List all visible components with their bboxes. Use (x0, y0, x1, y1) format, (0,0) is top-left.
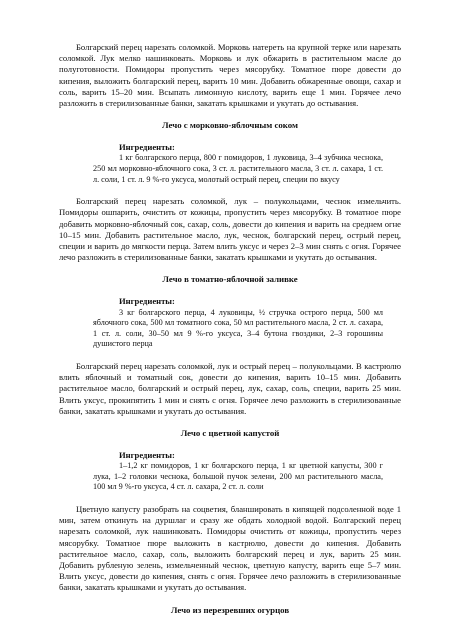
next-recipe-title: Лечо из перезревших огурцов (170, 604, 290, 615)
method-paragraph: Болгарский перец нарезать соломкой, лук – полукольцами, чеснок измельчить. Помидоры ошпарить, очистить от кожицы, пропустить через мясорубку. В томатное пюре добавить морковно-яблочный сок, сахар, соль, довести до кипения и варить на среднем огне 10–15 мин. Добавить растительное масло, лук, чеснок, болгарский перец, острый перец, специи и варить до мягкости перца. Затем влить уксус и через 2–3 мин снять с огня. Горячее лечо разложить в стерилизованные банки, закатать крышками и укутать до остывания. (59, 196, 401, 263)
ingredients-list: 1 кг болгарского перца, 800 г помидоров, 1 луковица, 3–4 зубчика чеснока, 250 мл морковно-яблочного сока, 3 ст. л. растительного масла, 3 ст. л. сахара, 1 ст. л. соли, 1 ст. л. 9 %-го уксуса, молотый острый перец, специи по вкусу (93, 153, 383, 184)
ingredients-list: 3 кг болгарского перца, 4 луковицы, ½ стручка острого перца, 500 мл яблочного сока, 500 мл томатного сока, 50 мл растительного масла, 2 ст. л. сахара, 1 ст. л. соли, 30–50 мл 9 %-го уксуса, 3–4 бутона гвоздики, 2–3 горошины душистого перца (93, 307, 383, 349)
recipe-section-3 (59, 428, 401, 594)
ingredients-heading: Ингредиенты: (119, 450, 175, 461)
recipe-title: Лечо с цветной капустой (180, 428, 280, 439)
spacer (59, 109, 401, 120)
spacer (59, 493, 401, 504)
spacer (59, 263, 401, 274)
method-paragraph: Болгарский перец нарезать соломкой, лук и острый перец – полукольцами. В кастрюлю влить яблочный и томатный сок, довести до кипения, варить 10–15 мин. Добавить растительное масло, болгарский и острый перец, лук, сахар, соль, специи, варить 25 мин. Влить уксус, прокипятить 1 мин и снять с огня. Горячее лечо разложить в стерилизованные банки, закатать крышками и укутать до остывания. (59, 361, 401, 416)
intro-paragraph: Болгарский перец нарезать соломкой. Морковь натереть на крупной терке или нарезать соломкой. Лук мелко нашинковать. Морковь и лук обжарить в растительном масле до полуготовности. Помидоры пропустить через мясорубку. Томатное пюре довести до кипения, выложить болгарский перец, варить 10 мин. Добавить обжаренные овощи, сахар и соль, варить 15–20 мин. Всыпать лимонную кислоту, варить еще 1 мин. Горячее лечо разложить в стерилизованные банки, закатать крышками и укутать до остывания. (59, 42, 401, 109)
recipe-title: Лечо с морковно-яблочным соком (162, 120, 298, 131)
spacer (59, 285, 401, 296)
spacer (59, 185, 401, 196)
ingredients-heading: Ингредиенты: (119, 296, 175, 307)
ingredients-heading: Ингредиенты: (119, 142, 175, 153)
recipe-title: Лечо в томатно-яблочной заливке (162, 274, 298, 285)
spacer (59, 594, 401, 605)
ingredients-block (59, 450, 401, 493)
spacer (59, 439, 401, 450)
ingredients-block (59, 296, 401, 350)
method-paragraph: Цветную капусту разобрать на соцветия, бланшировать в кипящей подсоленной воде 1 мин, затем откинуть на дуршлаг и сразу же обдать холодной водой. Болгарский перец нарезать соломкой, лук нашинковать. Помидоры очистить от кожицы, пропустить через мясорубку. Томатное пюре выложить в кастрюлю, довести до кипения. Добавить растительное масло, сахар, соль, выложить болгарский перец и лук, варить 25 мин. Добавить рубленую зелень, измельченный чеснок, цветную капусту, варить еще 5–7 мин. Влить уксус, довести до кипения, снять с огня. Горячее лечо разложить в стерилизованные банки, закатать крышками и укутать до остывания. (59, 504, 401, 593)
ingredients-block (59, 142, 401, 185)
recipe-section-2 (59, 274, 401, 417)
recipe-section-1 (59, 120, 401, 263)
ingredients-list: 1–1,2 кг помидоров, 1 кг болгарского перца, 1 кг цветной капусты, 300 г лука, 1–2 головки чеснока, большой пучок зелени, 200 мл растительного масла, 100 мл 9 %-го уксуса, 4 ст. л. сахара, 2 ст. л. соли (93, 461, 383, 492)
spacer (59, 417, 401, 428)
spacer (59, 350, 401, 361)
spacer (59, 131, 401, 142)
